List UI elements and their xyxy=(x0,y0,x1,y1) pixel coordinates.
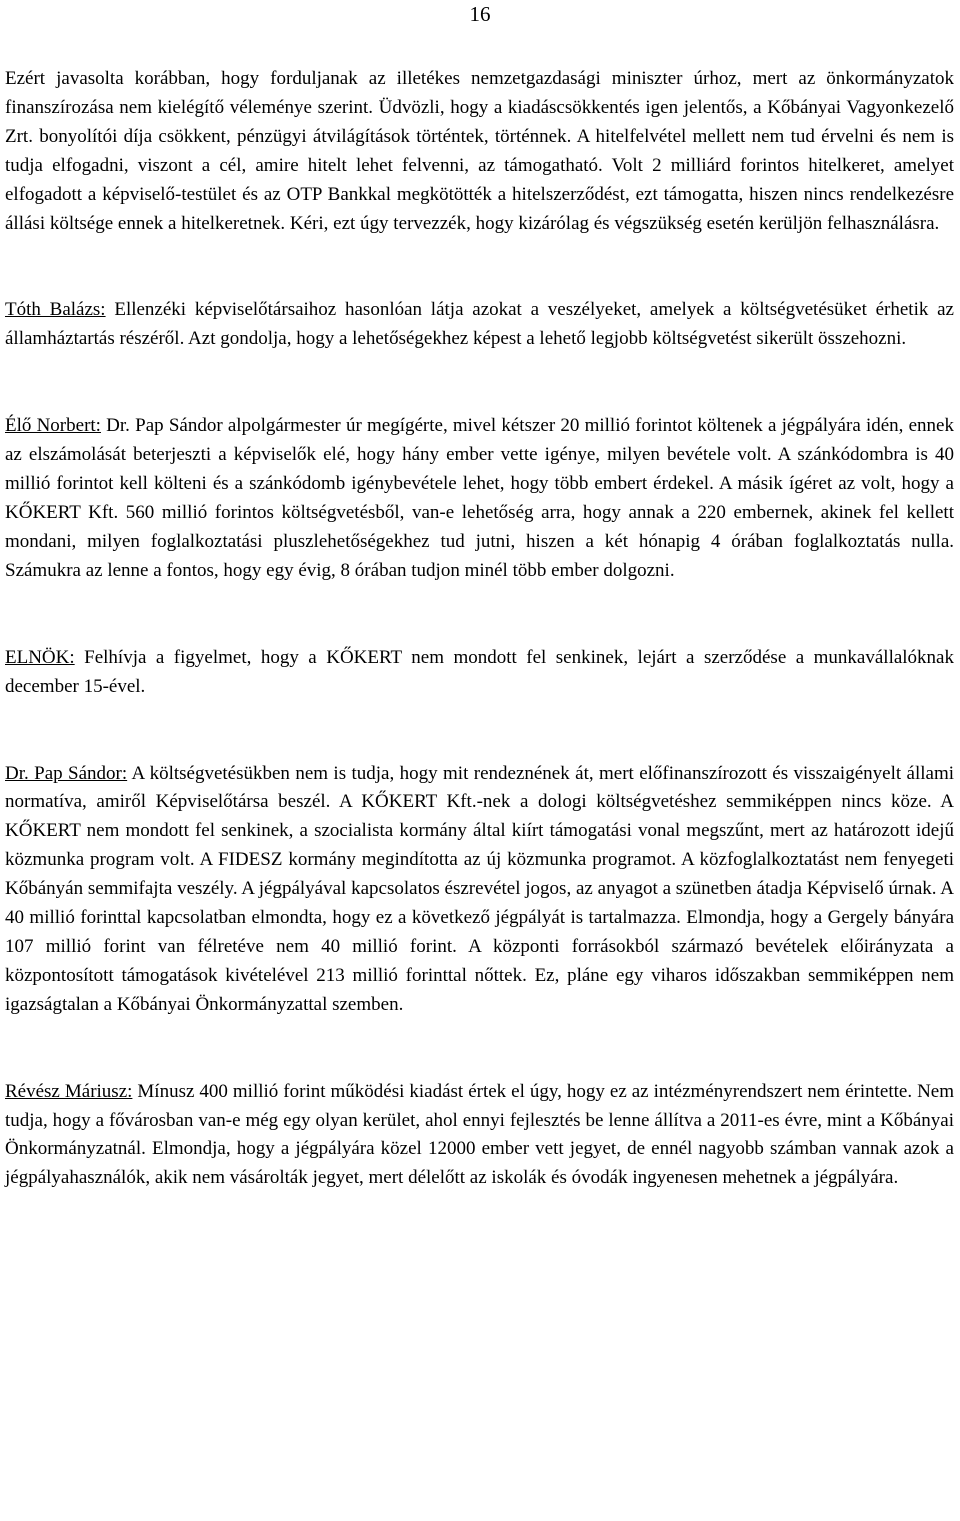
paragraph-text: Ellenzéki képviselőtársaihoz hasonlóan látja azokat a veszélyeket, amelyek a költségvetésüket érhetik az államháztartás részéről. Azt gondolja, hogy a lehetőségekhez képest a lehető legjobb költségvetést sikerült összehozni. xyxy=(5,299,954,350)
document-body xyxy=(5,65,954,1193)
speaker-name: Élő Norbert: xyxy=(5,415,101,437)
paragraph-spacer xyxy=(5,354,954,412)
speaker-name: ELNÖK: xyxy=(5,646,75,668)
paragraph-text: Dr. Pap Sándor alpolgármester úr megígérte, mivel kétszer 20 millió forintot költenek a jégpályára idén, ennek az elszámolását beterjeszti a képviselők elé, hogy hány ember vette igénye, milyen bevétele volt. A szánkódombra is 40 millió forintot kell költeni és a szánkódomb igénybevétele lehet, hogy több embert érdekel. A másik ígéret az volt, hogy a KŐKERT Kft. 560 millió forintos költségvetésből, van-e lehetőség arra, hogy annak a 220 embernek, akinek fel kellett mondani, milyen foglalkoztatási pluszlehetőségekhez tud jutni, hiszen a két hónapig 4 órában foglalkoztatás nulla. Számukra az lenne a fontos, hogy egy évig, 8 órában tudjon minél több ember dolgozni. xyxy=(5,415,954,581)
paragraph-text: A költségvetésükben nem is tudja, hogy mit rendeznének át, mert előfinanszírozott és visszaigényelt állami normatíva, amiről Képviselőtársa beszél. A KŐKERT Kft.-nek a dologi költségvetéshez semmiképpen nincs köze. A KŐKERT nem mondott fel senkinek, a szocialista kormány által kiírt támogatási vonal megszűnt, mert az határozott idejű közmunka program volt. A FIDESZ kormány megindította az új közmunka programot. A közfoglalkoztatást nem fenyegeti Kőbányán semmifajta veszély. A jégpályával kapcsolatos észrevétel jogos, az anyagot a szünetben átadja Képviselő úrnak. A 40 millió forinttal kapcsolatban elmondta, hogy ez a következő jégpályát is tartalmazza. Elmondja, hogy a Gergely bányára 107 millió forint van félretéve nem 40 millió forint. A központi forrásokból származó bevételek előirányzata a központosított támogatások kivételével 213 millió forinttal nőttek. Ez, pláne egy viharos időszakban semmiképpen nem igazságtalan a Kőbányai Önkormányzattal szemben. xyxy=(5,762,955,1015)
paragraph-toth-balazs xyxy=(5,296,954,354)
paragraph-intro xyxy=(5,65,954,238)
paragraph-revesz-mariusz xyxy=(5,1078,954,1194)
paragraph-elnok xyxy=(5,644,954,702)
paragraph-pap-sandor xyxy=(5,760,954,1020)
speaker-name: Tóth Balázs: xyxy=(5,299,106,321)
paragraph-spacer xyxy=(5,586,954,644)
paragraph-elo-norbert xyxy=(5,412,954,585)
speaker-name: Dr. Pap Sándor: xyxy=(5,762,128,784)
paragraph-text: Ezért javasolta korábban, hogy forduljanak az illetékes nemzetgazdasági miniszter úrhoz, mert az önkormányzatok finanszírozása nem kielégítő véleménye szerint. Üdvözli, hogy a kiadáscsökkentés igen jelentős, a Kőbányai Vagyonkezelő Zrt. bonyolítói díja csökkent, pénzügyi átvilágítások történtek, történnek. A hitelfelvétel mellett nem tud érvelni és nem is tudja elfogadni, viszont a cél, amire hitelt lehet felvenni, az támogatható. Volt 2 milliárd forintos hitelkeret, amelyet elfogadott a képviselő-testület és az OTP Bankkal megkötötték a hitelszerződést, ezt támogatta, hiszen nincs rendelkezésre állási költsége ennek a hitelkeretnek. Kéri, ezt úgy tervezzék, hogy kizárólag és végszükség esetén kerüljön felhasználásra. xyxy=(5,68,954,234)
paragraph-spacer xyxy=(5,238,954,296)
paragraph-spacer xyxy=(5,1020,954,1078)
paragraph-text: Felhívja a figyelmet, hogy a KŐKERT nem mondott fel senkinek, lejárt a szerződése a munkavállalóknak december 15-ével. xyxy=(5,646,954,697)
page-number: 16 xyxy=(469,2,491,26)
speaker-name: Révész Máriusz: xyxy=(5,1080,133,1102)
paragraph-spacer xyxy=(5,702,954,760)
paragraph-text: Mínusz 400 millió forint működési kiadást értek el úgy, hogy ez az intézményrendszert nem érintette. Nem tudja, hogy a fővárosban van-e még egy olyan kerület, ahol ennyi fejlesztés be lenne állítva a 2011-es évre, mint a Kőbányai Önkormányzatnál. Elmondja, hogy a jégpályára közel 12000 ember vett jegyet, de ennél nagyobb számban vannak azok a jégpályahasználók, akik nem vásárolták jegyet, mert délelőtt az iskolák és óvodák ingyenesen mehetnek a jégpályára. xyxy=(5,1080,955,1189)
